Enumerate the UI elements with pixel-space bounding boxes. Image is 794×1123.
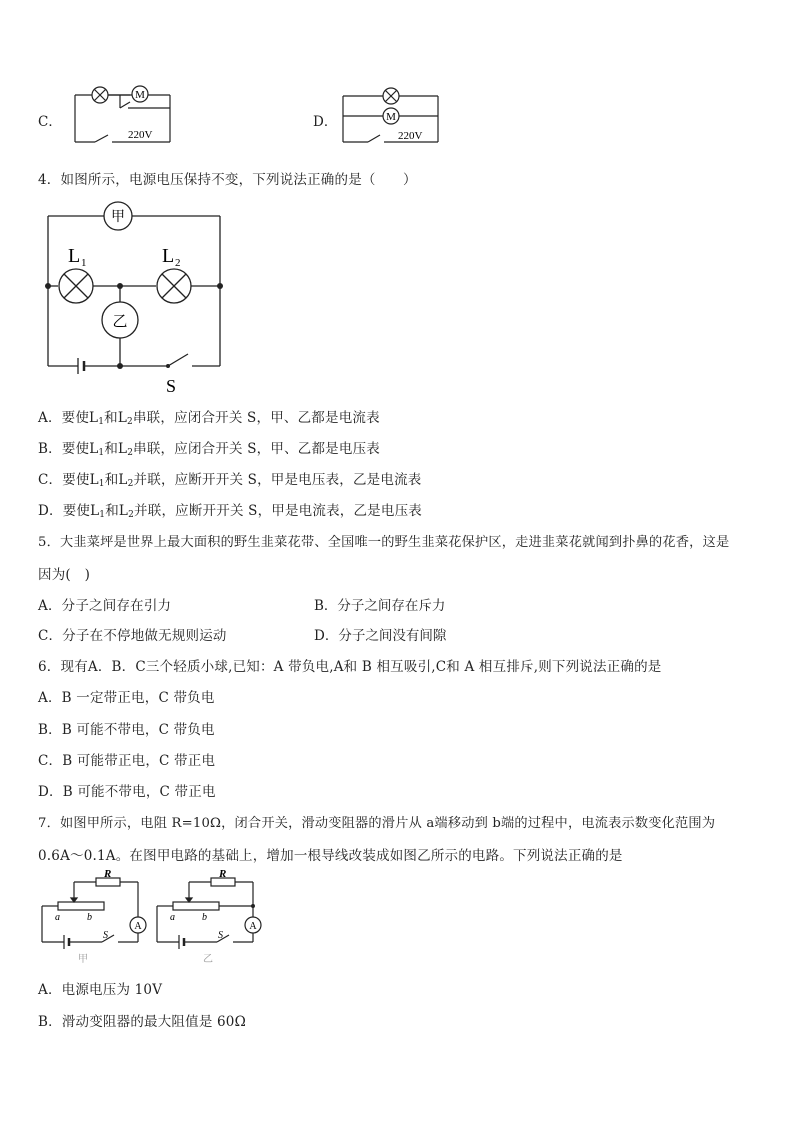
lamp1-subscript: 1 [81, 257, 87, 269]
q4-circuit-diagram [38, 196, 238, 396]
switch-s-label: S [166, 376, 177, 396]
q7-jia-ammeter-label: A [134, 921, 142, 932]
q6-option-b: B．B 可能不带电，C 带负电 [38, 722, 215, 738]
q6-option-c: C．B 可能带正电，C 带正电 [38, 753, 216, 769]
q7-stem-line1: 7．如图甲所示，电阻 R=10Ω，闭合开关，滑动变阻器的滑片从 a端移动到 b端的过程中，电流表示数变化范围为 [38, 816, 716, 831]
q3-option-c-label: C． [38, 114, 62, 130]
q7-caption-jia: 甲 [78, 954, 88, 965]
q3-option-d-label: D． [313, 114, 338, 130]
q3d-motor-label: M [386, 111, 396, 123]
q3c-voltage-label: 220V [128, 129, 153, 141]
q7-circuit-jia [38, 868, 150, 968]
q4-option-a: A．要使$L_1$和$L_2$串联，应闭合开关 S，甲、乙都是电流表 [38, 410, 380, 427]
q7-yi-s-label: S [218, 930, 223, 941]
q3-option-c-circuit [70, 80, 180, 150]
q7-caption-yi: 乙 [203, 954, 213, 965]
q4-option-c: C．要使$L_1$和$L_2$并联，应断开开关 S，甲是电压表，乙是电流表 [38, 472, 422, 489]
meter-jia-label: 甲 [111, 210, 125, 225]
q7-yi-a-label: a [170, 912, 175, 923]
q6-option-d: D．B 可能不带电，C 带正电 [38, 784, 216, 800]
q7-jia-r-label: R [104, 868, 112, 880]
q3-option-d-circuit [338, 82, 448, 148]
q3c-motor-label: M [135, 89, 145, 101]
meter-yi-label: 乙 [112, 314, 128, 330]
q7-option-a: A．电源电压为 10V [38, 982, 163, 998]
q7-jia-b-label: b [87, 912, 92, 923]
q5-stem-line1: 5．大韭菜坪是世界上最大面积的野生韭菜花带、全国唯一的野生韭菜花保护区，走进韭菜花就闻到扑鼻的花香，这是 [38, 535, 730, 550]
q7-yi-b-label: b [202, 912, 207, 923]
q5-option-d: D．分子之间没有间隙 [314, 628, 447, 644]
q5-option-b: B．分子之间存在斥力 [314, 598, 446, 614]
lamp2-subscript: 2 [175, 257, 181, 269]
q7-yi-ammeter-label: A [249, 921, 257, 932]
q3d-voltage-label: 220V [398, 130, 423, 142]
q7-option-b: B．滑动变阻器的最大阻值是 60Ω [38, 1014, 246, 1030]
q7-yi-r-label: R [219, 868, 227, 880]
q5-stem-line2: 因为( ) [38, 567, 91, 583]
q4-stem: 4．如图所示，电源电压保持不变，下列说法正确的是（ ） [38, 172, 417, 188]
q4-option-d: D．要使$L_1$和$L_2$并联，应断开开关 S，甲是电流表，乙是电压表 [38, 503, 422, 520]
q5-option-a: A．分子之间存在引力 [38, 598, 172, 614]
q6-stem: 6．现有A．B．C三个轻质小球,已知：A 带负电,A和 B 相互吸引,C和 A 相互排斥,则下列说法正确的是 [38, 659, 662, 675]
q7-jia-s-label: S [103, 930, 108, 941]
q4-option-b: B．要使$L_1$和$L_2$串联，应闭合开关 S，甲、乙都是电压表 [38, 441, 380, 458]
lamp1-label: L [68, 245, 81, 267]
lamp2-label: L [162, 245, 175, 267]
q7-circuit-yi [153, 868, 265, 968]
q5-option-c: C．分子在不停地做无规则运动 [38, 628, 227, 644]
q6-option-a: A．B 一定带正电，C 带负电 [38, 690, 215, 706]
q7-stem-line2: 0.6A～0.1A。在图甲电路的基础上，增加一根导线改装成如图乙所示的电路。下列说法正确的是 [38, 848, 623, 864]
q7-jia-a-label: a [55, 912, 60, 923]
